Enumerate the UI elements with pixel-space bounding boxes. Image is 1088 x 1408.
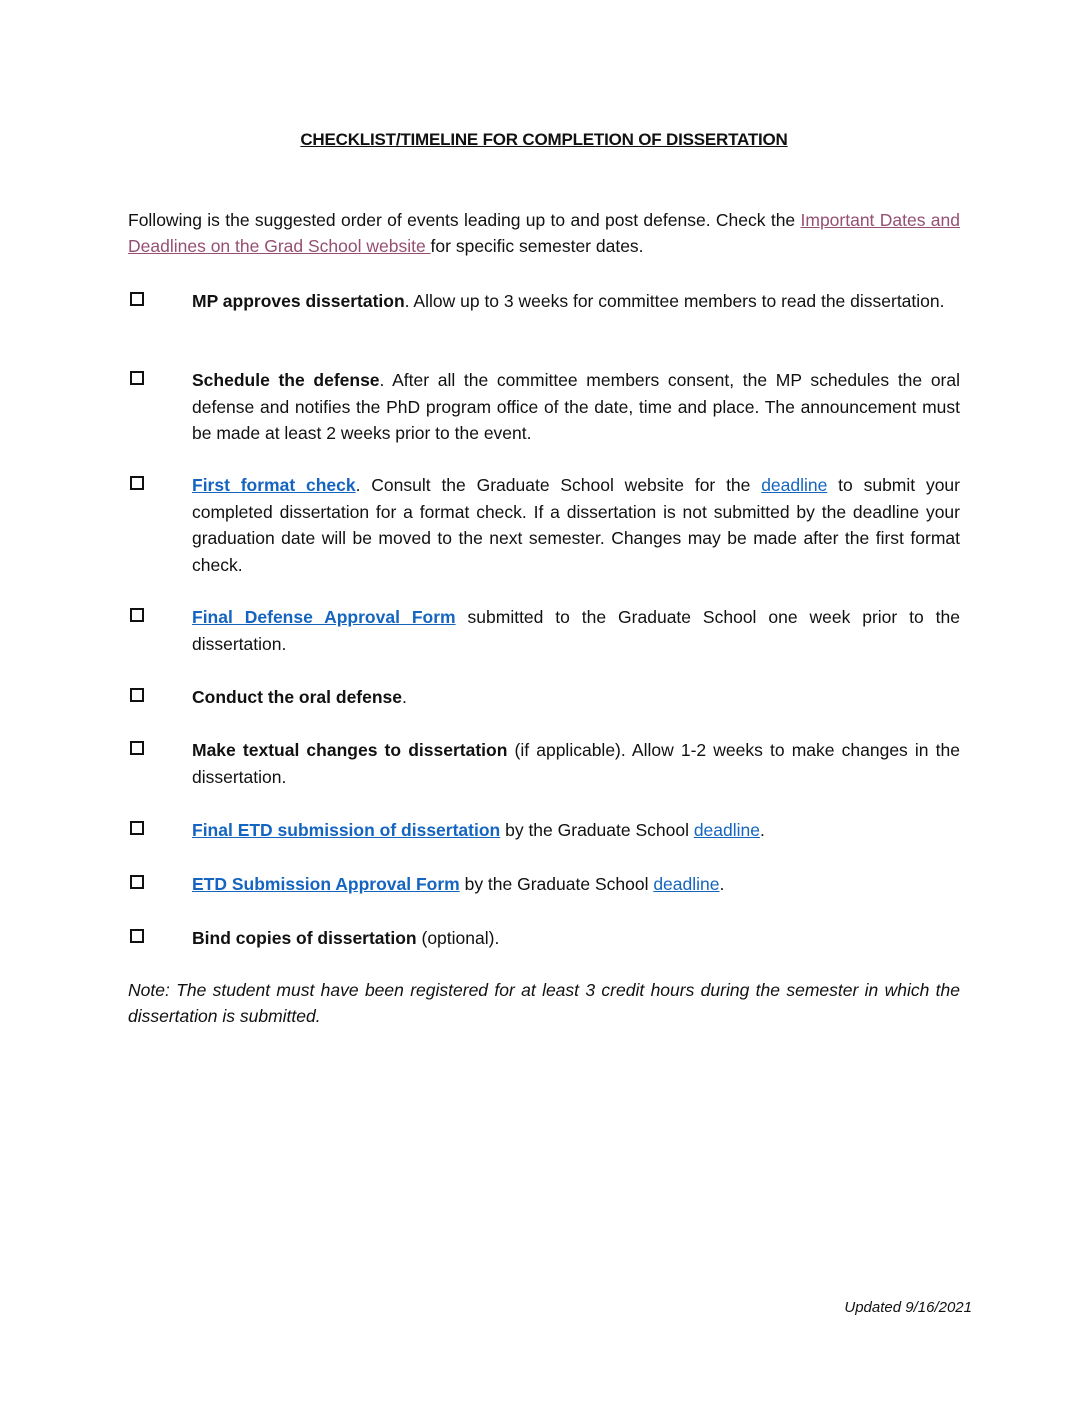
checkbox-icon[interactable] xyxy=(130,476,144,490)
item-heading: Bind copies of dissertation xyxy=(192,928,417,948)
intro-text-end: for specific semester dates. xyxy=(430,236,644,256)
deadline-link[interactable]: deadline xyxy=(693,820,760,840)
updated-date: Updated 9/16/2021 xyxy=(844,1299,972,1316)
item-description-end: . xyxy=(760,820,765,840)
page-title: CHECKLIST/TIMELINE FOR COMPLETION OF DISSERTATION xyxy=(300,130,788,149)
note-paragraph: Note: The student must have been registered for at least 3 credit hours during the semester in which the dissertation is submitted. xyxy=(128,980,960,1026)
item-heading: MP approves dissertation xyxy=(192,291,405,311)
item-description: . After all the committee members consent, the MP schedules the oral defense and notifies the PhD program office of the date, time and place. The announcement must be made at least 2 weeks prior to the event. xyxy=(192,370,961,443)
checkbox-icon[interactable] xyxy=(130,371,144,385)
first-format-check-link[interactable]: First format check xyxy=(192,475,356,495)
item-description: by the Graduate School xyxy=(459,874,654,894)
checkbox-icon[interactable] xyxy=(130,875,144,889)
final-etd-submission-link[interactable]: Final ETD submission of dissertation xyxy=(192,820,501,840)
intro-paragraph xyxy=(128,207,960,259)
item-description: (optional). xyxy=(416,928,500,948)
intro-text: Following is the suggested order of events leading up to and post defense. Check the xyxy=(128,210,801,230)
item-description: (if applicable). Allow 1-2 weeks to make changes in the dissertation. xyxy=(192,740,960,787)
item-description: . Allow up to 3 weeks for committee members to read the dissertation. xyxy=(404,291,945,311)
important-dates-link[interactable]: Important Dates and Deadlines on the Grad School website xyxy=(128,210,961,256)
checkbox-icon[interactable] xyxy=(130,821,144,835)
checkbox-icon[interactable] xyxy=(130,688,144,702)
item-description-end: . xyxy=(719,874,725,894)
item-description: . Consult the Graduate School website for the xyxy=(355,475,762,495)
item-description: submitted to the Graduate School one week prior to the dissertation. xyxy=(192,607,960,654)
checkbox-icon[interactable] xyxy=(130,929,144,943)
final-defense-approval-form-link[interactable]: Final Defense Approval Form xyxy=(192,607,456,627)
item-description: by the Graduate School xyxy=(500,820,694,840)
etd-submission-approval-form-link[interactable]: ETD Submission Approval Form xyxy=(192,874,460,894)
item-description: . xyxy=(402,687,407,707)
item-heading: Schedule the defense xyxy=(192,370,380,390)
checkbox-icon[interactable] xyxy=(130,608,144,622)
item-description-cont: to submit your completed dissertation for a format check. If a dissertation is not submitted by the deadline your graduation date will be moved to the next semester. Changes may be made after the first format check. xyxy=(192,475,960,575)
item-heading: Conduct the oral defense xyxy=(192,687,403,707)
checkbox-icon[interactable] xyxy=(130,741,144,755)
checkbox-icon[interactable] xyxy=(130,292,144,306)
item-heading: Make textual changes to dissertation xyxy=(192,740,508,760)
deadline-link[interactable]: deadline xyxy=(653,874,720,894)
deadline-link[interactable]: deadline xyxy=(761,475,828,495)
